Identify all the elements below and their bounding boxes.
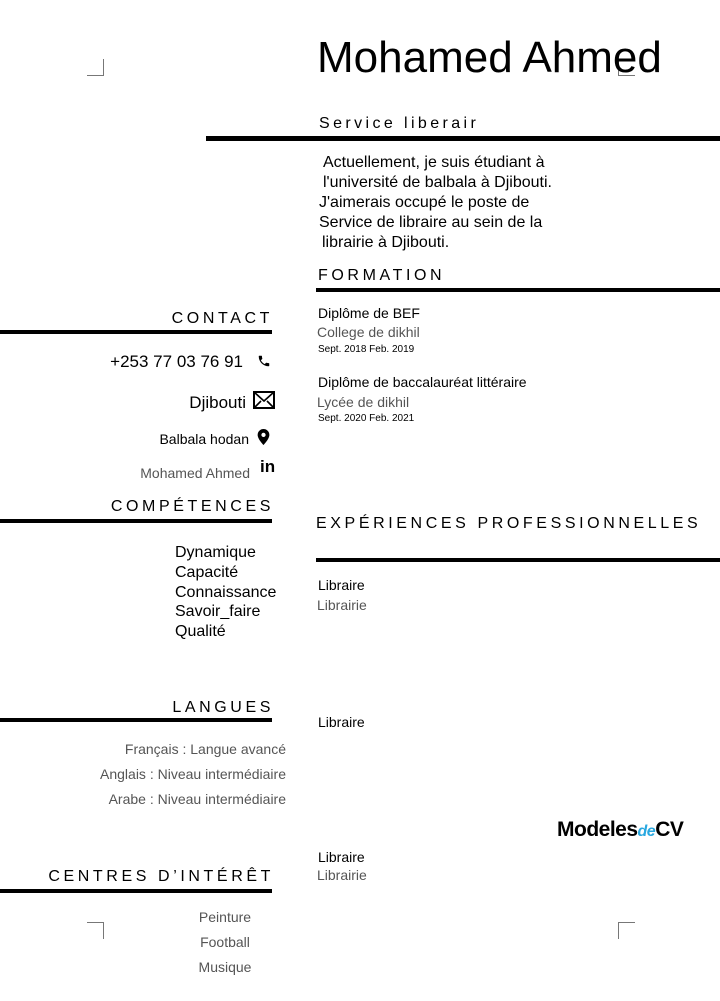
- skill: Connaissance: [175, 583, 277, 601]
- language: Anglais : Niveau intermédiaire: [100, 766, 286, 782]
- summary-line: librairie à Djibouti.: [322, 234, 450, 251]
- job-title: Service liberair: [319, 115, 480, 132]
- langues-heading: LANGUES: [172, 699, 274, 716]
- logo-text: Modeles: [557, 818, 638, 841]
- job-company: Librairie: [317, 867, 367, 883]
- job-company: Librairie: [317, 597, 367, 613]
- skill: Capacité: [175, 563, 239, 581]
- map-pin-icon: [257, 429, 270, 445]
- phone-icon: [257, 354, 271, 368]
- interests-list: [175, 905, 275, 980]
- linkedin-icon: in: [260, 457, 276, 476]
- divider: [316, 558, 720, 562]
- dates: Sept. 2018 Feb. 2019: [318, 344, 415, 355]
- summary-line: J'aimerais occupé le poste de: [319, 194, 530, 211]
- divider: [0, 519, 272, 523]
- linkedin-name[interactable]: Mohamed Ahmed: [140, 465, 250, 481]
- interest: Peinture: [198, 909, 252, 925]
- candidate-name: Mohamed Ahmed: [317, 33, 662, 82]
- interests-heading: CENTRES D’INTÉRÊT: [48, 868, 274, 885]
- logo-text: CV: [655, 818, 684, 841]
- experiences-heading: EXPÉRIENCES PROFESSIONNELLES: [316, 515, 702, 532]
- skill: Dynamique: [175, 544, 256, 561]
- school: Lycée de dikhil: [317, 394, 410, 410]
- logo-text: de: [637, 823, 656, 840]
- skill: Savoir_faire: [175, 603, 261, 621]
- language: Français : Langue avancé: [124, 741, 286, 757]
- summary-line: l'université de balbala à Djibouti.: [323, 174, 552, 191]
- job-role: Libraire: [318, 714, 365, 730]
- divider: [0, 889, 272, 893]
- divider: [0, 330, 272, 334]
- formation-heading: FORMATION: [318, 267, 446, 284]
- email: Djibouti: [189, 393, 246, 412]
- crop-mark: [87, 59, 104, 76]
- job-role: Libraire: [318, 577, 365, 593]
- envelope-icon: [253, 391, 275, 409]
- summary-line: Service de libraire au sein de la: [319, 214, 543, 231]
- address: Balbala hodan: [159, 431, 249, 447]
- interest: Musique: [198, 959, 252, 975]
- crop-mark: [618, 922, 635, 939]
- skills-list: [175, 543, 276, 642]
- summary-line: Actuellement, je suis étudiant à: [323, 154, 545, 171]
- contact-heading: CONTACT: [171, 310, 273, 327]
- skill: Qualité: [175, 623, 226, 641]
- interest: Football: [200, 934, 250, 950]
- language: Arabe : Niveau intermédiaire: [108, 791, 286, 807]
- job-role: Libraire: [318, 849, 365, 865]
- divider: [316, 288, 720, 292]
- divider: [0, 718, 272, 722]
- degree: Diplôme de baccalauréat littéraire: [318, 374, 527, 390]
- degree: Diplôme de BEF: [318, 305, 420, 321]
- dates: Sept. 2020 Feb. 2021: [318, 413, 415, 424]
- divider: [206, 136, 720, 141]
- crop-mark: [87, 922, 104, 939]
- phone-number: +253 77 03 76 91: [110, 352, 243, 371]
- modelesdecv-logo: [557, 818, 683, 842]
- competences-heading: COMPÉTENCES: [110, 498, 274, 515]
- school: College de dikhil: [317, 324, 420, 340]
